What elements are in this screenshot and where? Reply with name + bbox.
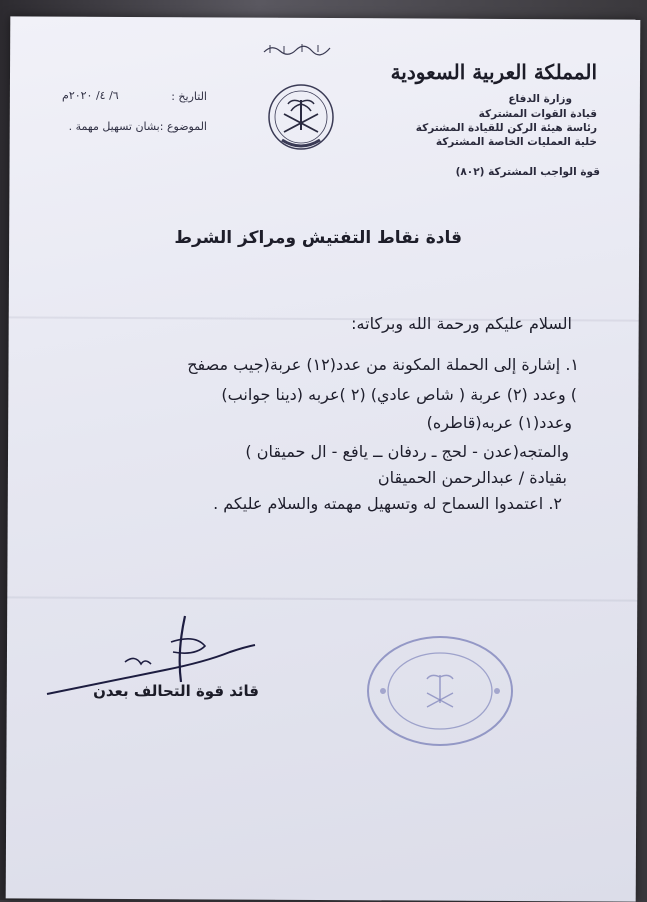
body-line: ) وعدد (٢) عربة ( شاص عادي) (٢ )عربه (دينا جوانب) — [221, 385, 577, 404]
paper-crease — [7, 596, 637, 601]
body-line: بقيادة / عبدالرحمن الحميقان — [377, 468, 567, 487]
ministry-line: وزارة الدفاع — [508, 93, 572, 105]
body-line: والمتجه(عدن - لحج ـ ردفان ــ يافع - ال حميقان ) — [245, 442, 569, 461]
addressee-heading: قادة نقاط التفتيش ومراكز الشرط — [174, 228, 462, 248]
greeting: السلام عليكم ورحمة الله وبركاته: — [351, 314, 572, 333]
ops-cell-line: خلية العمليات الخاصة المشتركة — [435, 136, 597, 148]
body-line: ١. إشارة إلى الحملة المكونة من عدد(١٢) عربة(جيب مصفح — [187, 355, 579, 374]
date-value: ٦/ ٤/ ٢٠٢٠م — [62, 89, 119, 102]
body-line: وعدد(١) عربه(قاطره) — [426, 413, 572, 432]
subject-label: الموضوع : — [159, 120, 207, 133]
official-stamp — [365, 633, 515, 748]
staff-line: رئاسة هيئة الركن للقيادة المشتركة — [415, 122, 597, 134]
subject-line — [69, 120, 207, 133]
bismillah-calligraphy — [262, 42, 332, 56]
date-label: التاريخ : — [171, 90, 207, 103]
emblem-icon — [262, 80, 340, 158]
subject-value: بشان تسهيل مهمة . — [68, 120, 160, 133]
command-line: قيادة القوات المشتركة — [478, 108, 597, 120]
body-line: ٢. اعتمدوا السماح له وتسهيل مهمته والسلام عليكم . — [213, 494, 562, 513]
signatory-title: قائد قوة التحالف بعدن — [93, 682, 259, 700]
task-force-line: قوة الواجب المشتركة (٨٠٢) — [455, 166, 600, 178]
kingdom-title: المملكة العربية السعودية — [390, 60, 597, 84]
